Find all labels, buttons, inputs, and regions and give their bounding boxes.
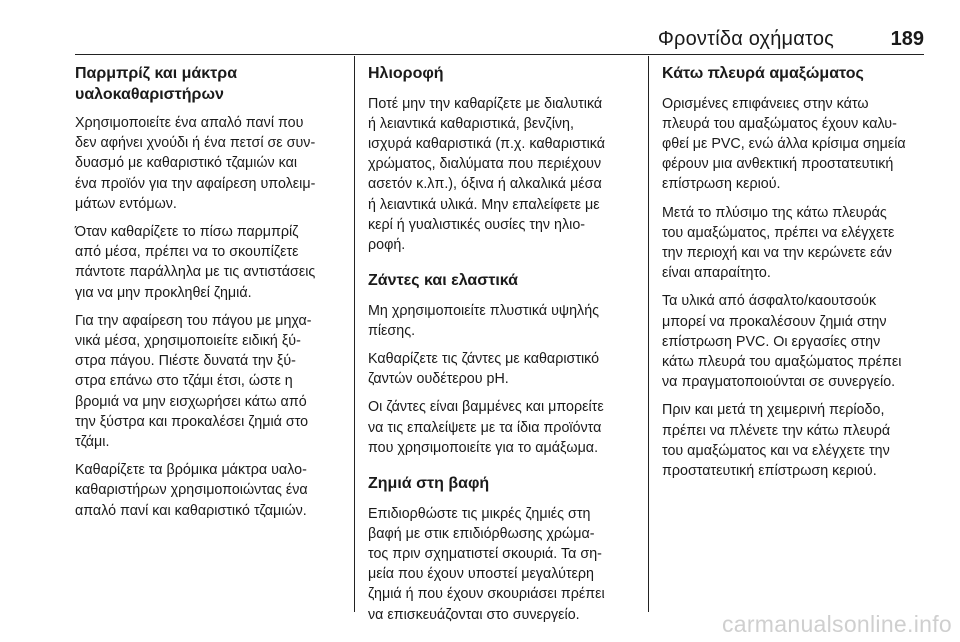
heading-paint-damage: Ζημιά στη βαφή — [368, 475, 490, 493]
section-title: Φροντίδα οχήματος — [657, 28, 834, 50]
paragraph: Επιδιορθώστε τις μικρές ζημιές στη βαφή με στικ επιδιόρθωσης χρώμα- τος πριν σχηματιστεί σκουριά. Τα ση- μεία που έχουν υποστεί μεγαλύτερη ζημιά ή που έχουν σκουριάσει πρέπει να επισκευάζονται στο συνεργείο. — [368, 505, 605, 623]
heading-underbody: Κάτω πλευρά αμαξώματος — [662, 65, 864, 82]
column-divider-right — [648, 56, 649, 612]
paragraph: Μετά το πλύσιμο της κάτω πλευράς του αμαξώματος, πρέπει να ελέγχετε την περιοχή και να την κερώνετε εάν είναι απαραίτητο. — [662, 204, 895, 282]
heading-windshield-wipers: Παρμπρίζ και μάκτρα υαλοκαθαριστήρων — [75, 65, 238, 103]
watermark: carmanualsonline.info — [721, 611, 952, 637]
page-number: 189 — [890, 28, 924, 50]
paragraph: Για την αφαίρεση του πάγου με μηχα- νικά μέσα, χρησιμοποιείτε ειδική ξύ- στρα πάγου. Πιέστε δυνατά την ξύ- στρα επάνω στο τζάμι έτσι, ώστε η βρομιά να μην εισχωρήσει κάτω από την ξύστρα και προκαλέσει ζημιά στο τζάμι. — [75, 312, 312, 451]
heading-sunroof: Ηλιοροφή — [368, 65, 444, 82]
paragraph: Τα υλικά από άσφαλτο/καουτσούκ μπορεί να προκαλέσουν ζημιά στην επίστρωση PVC. Οι εργασίες στην κάτω πλευρά του αμαξώματος πρέπει να πραγματοποιούνται σε συνεργείο. — [662, 293, 902, 391]
paragraph: Πριν και μετά τη χειμερινή περίοδο, πρέπει να πλένετε την κάτω πλευρά του αμαξώματος και να ελέγχετε την προστατευτική επίστρωση κεριού. — [662, 402, 891, 479]
header-divider — [75, 54, 924, 55]
column-divider-left — [354, 56, 355, 612]
column-sunroof-wheels — [368, 64, 634, 633]
paragraph: Καθαρίζετε τα βρόμικα μάκτρα υαλο- καθαριστήρων χρησιμοποιώντας ένα απαλό πανί και καθαριστικό τζαμιών. — [75, 462, 308, 519]
paragraph: Οι ζάντες είναι βαμμένες και μπορείτε να τις επαλείψετε με τα ίδια προϊόντα που χρησιμοποιείτε για το αμάξωμα. — [368, 399, 604, 456]
paragraph: Ορισμένες επιφάνειες στην κάτω πλευρά του αμαξώματος έχουν καλυ- φθεί με PVC, ενώ άλλα κρίσιμα σημεία φέρουν μια ανθεκτική προστατευτική επίστρωση κεριού. — [662, 95, 906, 193]
paragraph: Χρησιμοποιείτε ένα απαλό πανί που δεν αφήνει χνούδι ή ένα πετσί σε συν- δυασμό με καθαριστικό τζαμιών και ένα προϊόν για την αφαίρεση υπολειμ- μάτων εντόμων. — [75, 115, 316, 212]
paragraph: Όταν καθαρίζετε το πίσω παρμπρίζ από μέσα, πρέπει να το σκουπίζετε πάντοτε παράλληλα με τις αντιστάσεις για να μην προκληθεί ζημιά. — [75, 224, 316, 301]
column-windshield — [75, 64, 342, 529]
paragraph: Μη χρησιμοποιείτε πλυστικά υψηλής πίεσης. — [368, 302, 600, 339]
heading-wheels-tyres: Ζάντες και ελαστικά — [368, 272, 519, 290]
column-underbody — [662, 64, 924, 489]
paragraph: Καθαρίζετε τις ζάντες με καθαριστικό ζαντών ουδέτερου pH. — [368, 351, 600, 388]
paragraph: Ποτέ μην την καθαρίζετε με διαλυτικά ή λειαντικά καθαριστικά, βενζίνη, ισχυρά καθαριστικά (π.χ. καθαριστικά χρώματος, διαλύματα που περιέχουν ασετόν κ.λπ.), όξινα ή αλκαλικά μέσα ή λειαντικά υλικά. Μην επαλείφετε με κερί ή γυαλιστικές ουσίες την ηλιο- ροφή. — [368, 95, 606, 253]
page-header — [75, 28, 924, 50]
